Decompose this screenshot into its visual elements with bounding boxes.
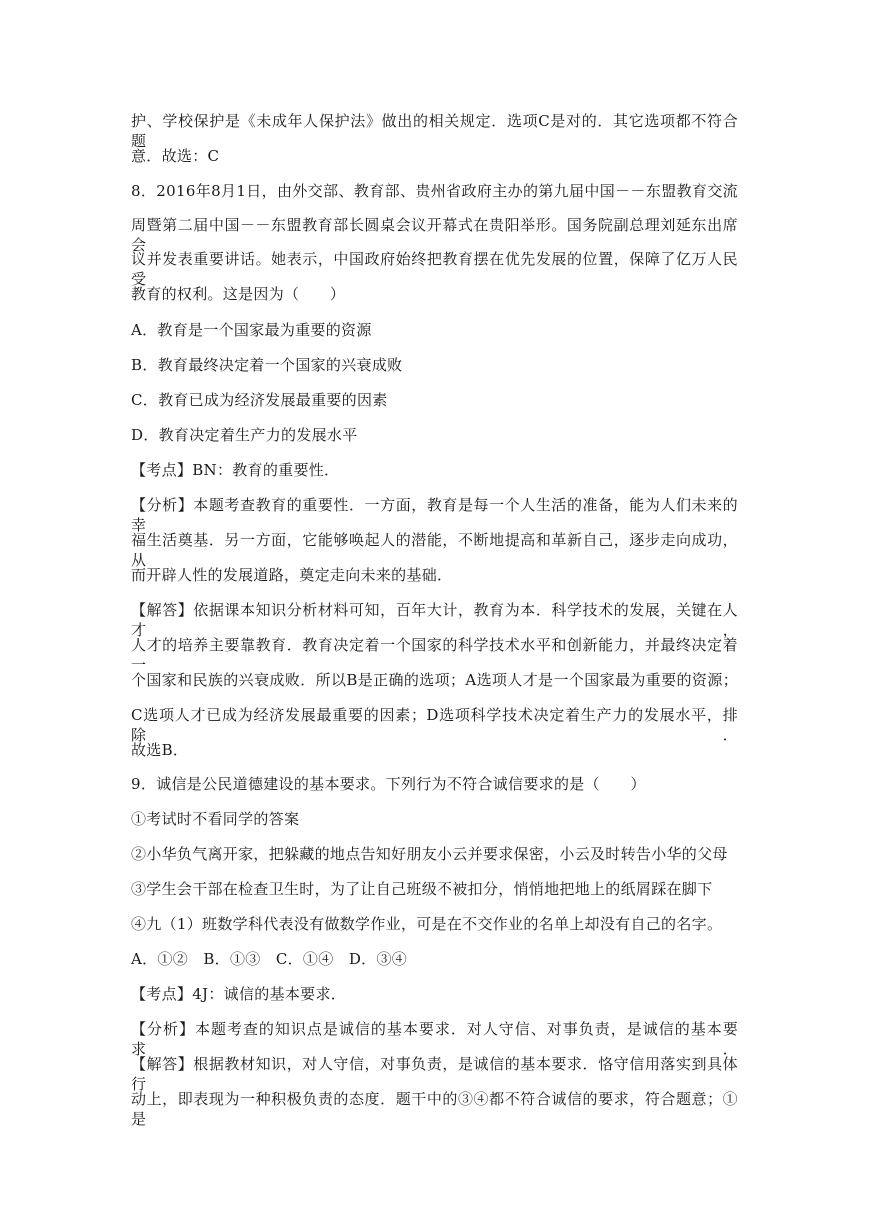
jieda-line: 【解答】依据课本知识分析材料可知，百年大计，教育为本．科学技术的发展，关键在人才， bbox=[131, 601, 738, 639]
statement-3: ③学生会干部在检查卫生时，为了让自己班级不被扣分，悄悄地把地上的纸屑踩在脚下 bbox=[131, 880, 713, 898]
jieda-line: 故选B． bbox=[131, 741, 189, 759]
options-line: A．①② B．①③ C．①④ D．③④ bbox=[131, 950, 408, 968]
text-line: 护、学校保护是《未成年人保护法》做出的相关规定．选项C是对的．其它选项都不符合题 bbox=[131, 112, 738, 150]
question-9-stem-line: 9．诚信是公民道德建设的基本要求。下列行为不符合诚信要求的是（ ） bbox=[131, 775, 646, 793]
question-8-stem-line: 教育的权利。这是因为（ ） bbox=[131, 285, 346, 303]
jieda-line: 个国家和民族的兴衰成败．所以B是正确的选项；A选项人才是一个国家最为重要的资源； bbox=[131, 671, 738, 689]
statement-4: ④九（1）班数学科代表没有做数学作业，可是在不交作业的名单上却没有自己的名字。 bbox=[131, 915, 723, 933]
option-a: A．教育是一个国家最为重要的资源 bbox=[131, 321, 372, 339]
question-8-stem-line: 周暨第二届中国－－东盟教育部长圆桌会议开幕式在贵阳举形。国务院副总理刘延东出席会 bbox=[131, 216, 738, 254]
fenxi-line: 【分析】本题考查的知识点是诚信的基本要求．对人守信、对事负责，是诚信的基本要求． bbox=[131, 1020, 738, 1058]
statement-2: ②小华负气离开家，把躲藏的地点告知好朋友小云并要求保密，小云及时转告小华的父母 bbox=[131, 845, 728, 863]
text-line: 意．故选：C bbox=[131, 147, 220, 165]
fenxi-line: 而开辟人性的发展道路，奠定走向未来的基础． bbox=[131, 566, 453, 584]
kaodian-line: 【考点】BN：教育的重要性． bbox=[131, 461, 340, 479]
question-8-stem-line: 议并发表重要讲话。她表示，中国政府始终把教育摆在优先发展的位置，保障了亿万人民受 bbox=[131, 250, 738, 288]
jieda-line: C选项人才已成为经济发展最重要的因素；D选项科学技术决定着生产力的发展水平，排除． bbox=[131, 706, 738, 744]
question-8-stem-line: 8．2016年8月1日，由外交部、教育部、贵州省政府主办的第九届中国－－东盟教育交流 bbox=[131, 182, 738, 200]
jieda-line: 动上，即表现为一种积极负责的态度．题干中的③④都不符合诚信的要求，符合题意；①是 bbox=[131, 1090, 738, 1128]
option-d: D．教育决定着生产力的发展水平 bbox=[131, 426, 358, 444]
fenxi-line: 【分析】本题考查教育的重要性．一方面，教育是每一个人生活的准备，能为人们未来的幸 bbox=[131, 496, 738, 534]
option-b: B．教育最终决定着一个国家的兴衰成败 bbox=[131, 356, 403, 374]
statement-1: ①考试时不看同学的答案 bbox=[131, 810, 300, 828]
kaodian-line: 【考点】4J：诚信的基本要求． bbox=[131, 985, 347, 1003]
jieda-line: 【解答】根据教材知识，对人守信，对事负责，是诚信的基本要求．恪守信用落实到具体行 bbox=[131, 1055, 738, 1093]
jieda-line: 人才的培养主要靠教育．教育决定着一个国家的科学技术水平和创新能力，并最终决定着一 bbox=[131, 636, 738, 674]
fenxi-line: 福生活奠基．另一方面，它能够唤起人的潜能，不断地提高和革新自己，逐步走向成功，从 bbox=[131, 531, 738, 569]
option-c: C．教育已成为经济发展最重要的因素 bbox=[131, 391, 388, 409]
